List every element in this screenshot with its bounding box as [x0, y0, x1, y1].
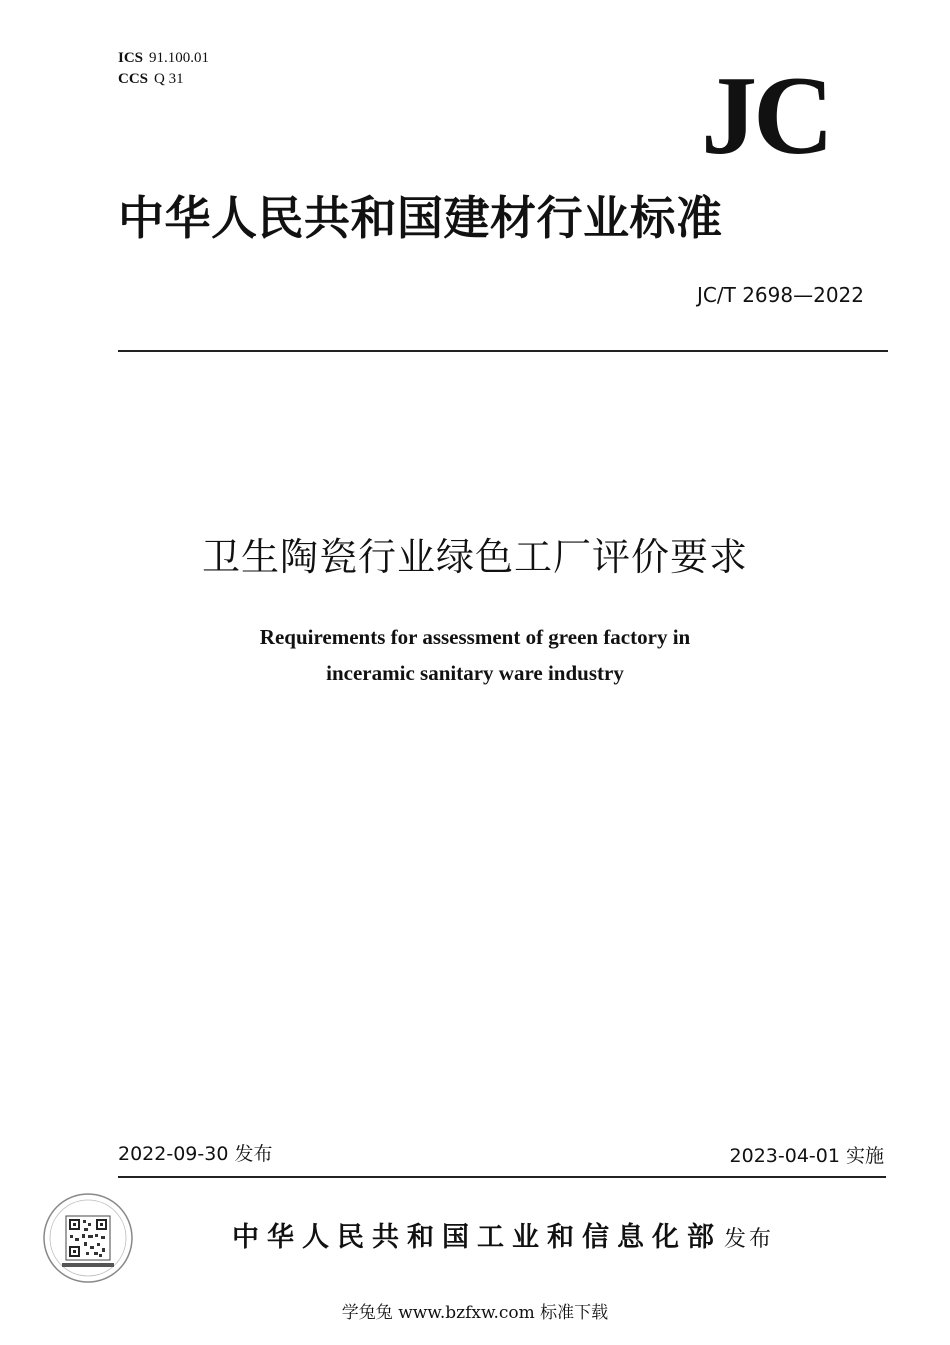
- implementation-date: 2023-04-01 实施: [729, 1145, 884, 1167]
- publish-label: 发布: [724, 1227, 775, 1252]
- ics-code: [118, 48, 209, 68]
- top-divider: [118, 350, 888, 352]
- bottom-divider: [118, 1176, 886, 1178]
- jc-logo: JC: [701, 54, 830, 178]
- download-watermark: 学兔兔 www.bzfxw.com 标准下载: [341, 1303, 609, 1323]
- issue-date: 2022-09-30 发布: [118, 1143, 273, 1165]
- ccs-label: CCS: [118, 71, 149, 87]
- standard-number: JC/T 2698—2022: [697, 283, 864, 307]
- qr-code-stamp-icon: [40, 1190, 136, 1286]
- ics-value: 91.100.01: [149, 50, 210, 66]
- ccs-value: Q 31: [154, 71, 184, 87]
- document-title-en-line1: Requirements for assessment of green factory in: [259, 625, 691, 649]
- ccs-code: [118, 69, 184, 89]
- ics-label: ICS: [118, 50, 144, 66]
- standard-category-title: 中华人民共和国建材行业标准: [118, 191, 723, 245]
- publisher-name: 中华人民共和国工业和信息化部: [232, 1222, 722, 1253]
- document-title-cn: 卫生陶瓷行业绿色工厂评价要求: [201, 535, 748, 579]
- document-title-en-line2: inceramic sanitary ware industry: [326, 661, 624, 685]
